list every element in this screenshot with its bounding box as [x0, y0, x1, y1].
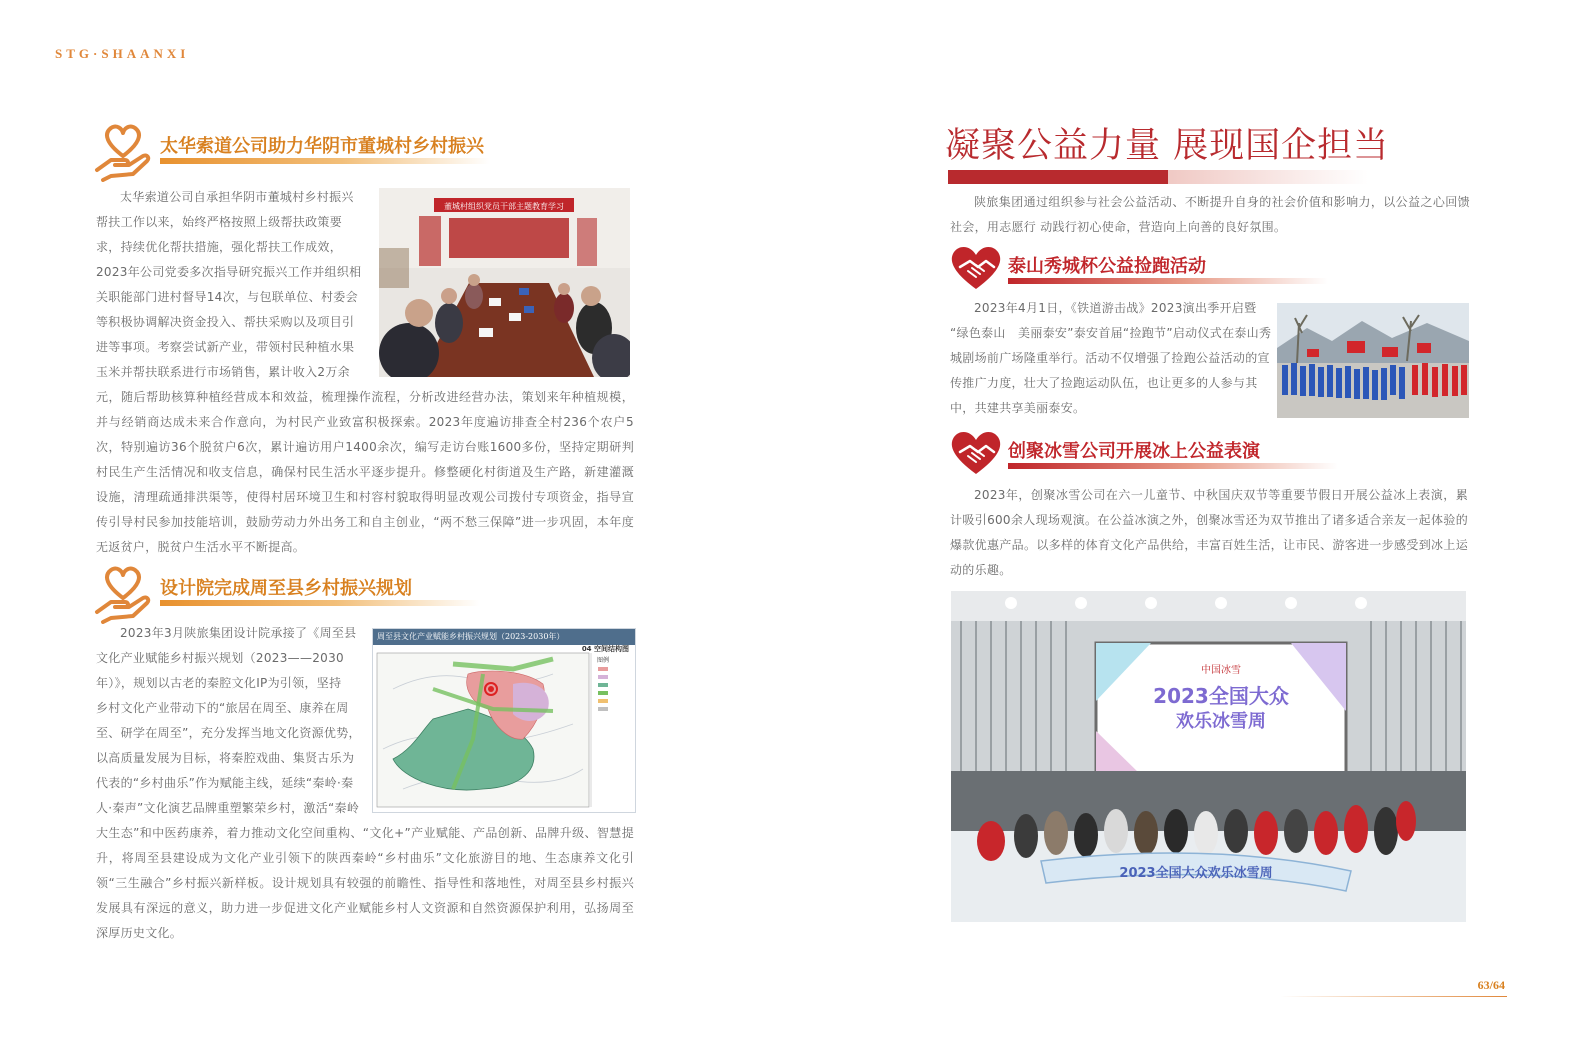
section1-text-narrow	[96, 185, 368, 385]
meeting-photo	[379, 188, 630, 377]
section3-title: 泰山秀城杯公益捡跑活动	[1008, 256, 1206, 277]
section3-text	[950, 296, 1272, 421]
screen-line2: 欢乐冰雪周	[1176, 711, 1266, 732]
intro-text	[950, 190, 1470, 240]
section4-text	[950, 483, 1468, 583]
section1-text-wide: 元，随后帮助核算种植经营成本和效益，梳理操作流程，分析改进经营办法，策划来年种植规模，并与经销商达成未来合作意向，为村民产业致富积极探索。2023年度遍访排查全村236个农户5次，特别遍访36个脱贫户6次，累计遍访用户1400余次，编写走访台账1600多份，坚持定期研判村民生产生活情况和收支信息，确保村民生活水平逐步提升。修整硬化村街道及生产路，新建灌溉设施，清理疏通排洪渠等，使得村居环境卫生和村容村貌取得明显改观公司拨付专项资金，指导宣传引导村民参加技能培训，鼓励劳动力外出务工和自主创业，“两不愁三保障”进一步巩固，本年度无返贫户，脱贫户生活水平不断提高。	[96, 390, 634, 554]
text-line: 等积极协调解决资金投入、帮扶采购以及项目引	[96, 315, 355, 329]
intro-paragraph: 陕旅集团通过组织参与社会公益活动、不断提升自身的社会价值和影响力，以公益之心回馈社会，用志愿行 动践行初心使命，营造向上向善的良好氛围。	[950, 195, 1470, 234]
page-number: 63/64	[1477, 978, 1505, 992]
title-bar	[948, 170, 1368, 184]
screen-line1: 2023全国大众	[1153, 684, 1289, 708]
section2-underline	[160, 600, 480, 606]
planning-map	[372, 628, 636, 813]
text-line: 中，共建共享美丽泰安。	[950, 401, 1086, 415]
section2-text-wide: 大生态”和中医药康养，着力推动文化空间重构、“文化+”产业赋能、产品创新、品牌升级、智慧提升，将周至县建设成为文化产业引领下的陕西秦岭“乡村曲乐”文化旅游目的地、生态康养文化引领“三生融合”乡村振兴新样板。设计规划具有较强的前瞻性、指导性和落地性，对周至县乡村振兴发展具有深远的意义，助力进一步促进文化产业赋能乡村人文资源和自然资源保护利用，弘扬周至深厚历史文化。	[96, 826, 634, 940]
map-subtitle: 04 空间结构图	[581, 645, 629, 653]
map-legend-title: 图例	[597, 657, 610, 664]
header-brand: STG·SHAANXI	[55, 46, 190, 61]
map-title: 周至县文化产业赋能乡村振兴规划（2023-2030年）	[377, 632, 565, 641]
section4-underline	[1008, 463, 1338, 469]
text-line: 2023年4月1日，《铁道游击战》2023演出季开启暨	[974, 301, 1257, 315]
text-line: 以高质量发展为目标，将秦腔戏曲、集贤古乐为	[96, 751, 355, 765]
ice-rink-photo	[951, 591, 1466, 922]
text-line: 传推广力度，壮大了捡跑运动队伍，也让更多的人参与其	[950, 376, 1258, 390]
section1-title: 太华索道公司助力华阴市董城村乡村振兴	[160, 136, 484, 157]
handshake-heart-icon	[948, 243, 1004, 291]
page-title: 凝聚公益力量 展现国企担当	[945, 126, 1390, 166]
text-line: 2023年3月陕旅集团设计院承接了《周至县	[120, 626, 357, 640]
running-event-photo	[1277, 303, 1469, 418]
text-line: 至、研学在周至”，充分发挥当地文化资源优势，	[96, 726, 361, 740]
heart-hand-icon	[93, 562, 153, 624]
text-line: 代表的“乡村曲乐”作为赋能主线，延续“秦岭·秦	[96, 776, 354, 790]
text-line: 进等事项。考察尝试新产业，带领村民种植水果	[96, 340, 355, 354]
text-line: 年）》，规划以古老的秦腔文化IP为引领，坚持	[96, 676, 342, 690]
text-line: 关职能部门进村督导14次，与包联单位、村委会	[96, 290, 358, 304]
section1-underline	[160, 158, 490, 164]
section2-title: 设计院完成周至县乡村振兴规划	[160, 578, 412, 599]
section4-title: 创聚冰雪公司开展冰上公益表演	[1008, 441, 1260, 462]
text-line: 乡村文化产业带动下的“旅居在周至、康养在周	[96, 701, 349, 715]
text-line: 求，持续优化帮扶措施，强化帮扶工作成效，	[96, 240, 343, 254]
page-number-rule	[1280, 996, 1507, 997]
section4-paragraph: 2023年，创聚冰雪公司在六一儿童节、中秋国庆双节等重要节假日开展公益冰上表演，累计吸引600余人现场观演。在公益冰演之外，创聚冰雪还为双节推出了诸多适合亲友一起体验的爆款优惠产品。以多样的体育文化产品供给，丰富百姓生活，让市民、游客进一步感受到冰上运动的乐趣。	[950, 488, 1468, 577]
text-line: 文化产业赋能乡村振兴规划（2023——2030	[96, 651, 344, 665]
screen-brand: 中国冰雪	[1201, 665, 1241, 676]
photo-banner-text: 董城村组织党员干部主题教育学习	[444, 202, 564, 211]
handshake-heart-icon	[948, 428, 1004, 476]
banner-text: 2023全国大众欢乐冰雪周	[1119, 866, 1273, 881]
text-line: 帮扶工作以来，始终严格按照上级帮扶政策要	[96, 215, 343, 229]
section3-underline	[1008, 278, 1328, 284]
text-line: “绿色泰山 美丽泰安”泰安首届“捡跑节”启动仪式在泰山秀	[950, 326, 1272, 340]
text-line: 玉米并帮扶联系进行市场销售，累计收入2万余	[96, 365, 350, 379]
heart-hand-icon	[93, 120, 153, 182]
text-line: 人·秦声”文化演艺品牌重塑繁荣乡村，激活“秦岭	[96, 801, 360, 815]
text-line: 城剧场前广场隆重举行。活动不仅增强了捡跑公益活动的宣	[950, 351, 1270, 365]
section2-text-narrow	[96, 621, 364, 821]
text-line: 2023年公司党委多次指导研究振兴工作并组织相	[96, 265, 362, 279]
text-line: 太华索道公司自承担华阴市董城村乡村振兴	[120, 190, 354, 204]
